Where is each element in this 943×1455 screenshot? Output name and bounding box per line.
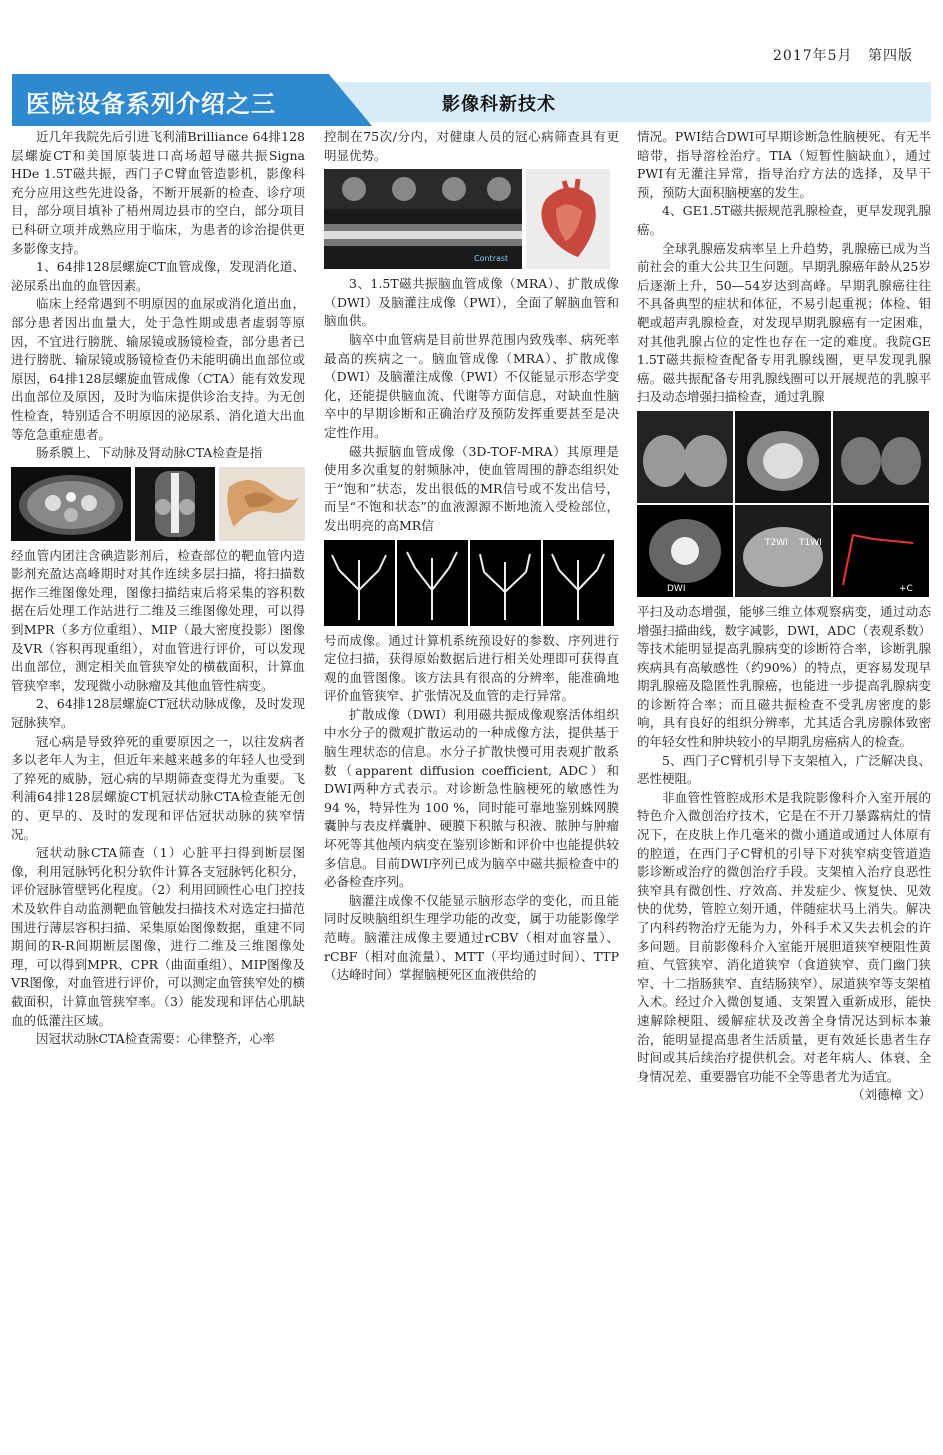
column-3 bbox=[637, 128, 931, 1105]
paragraph: 经血管内团注含碘造影剂后，检查部位的靶血管内造影剂充盈达高峰期时对其作连续多层扫描，将扫描数据作三维图像处理，图像扫描结束后将采集的容积数据在后处理工作站进行二维及三维图像处理，可以得到MPR（多方位重组）、MIP（最大密度投影）图像及VR（容积再现重组），对血管进行评价，可以发现出血部位，测定相关血管狭窄处的横截面积，计算血管狭窄率，发现微小动脉瘤及其他血管性病变。 bbox=[11, 547, 305, 693]
section-heading-4: 4、GE1.5T磁共振规范乳腺检查，更早发现乳腺癌。 bbox=[637, 203, 931, 237]
abdominal-cta-figures bbox=[11, 467, 305, 541]
heart-vr-image bbox=[526, 169, 610, 269]
issue-date: 2017年5月 bbox=[773, 48, 853, 64]
t1wi-label: T1WI bbox=[799, 537, 822, 548]
paragraph: 冠心病是导致猝死的重要原因之一，以往发病者多以老年人为主，但近年来越来越多的年轻人也受到了猝死的威胁，冠心病的早期筛查变得尤为重要。飞利浦64排128层螺旋CT机冠状动脉CTA检查能无创的、更早的、及时的发现和评估冠状动脉的狭窄情况。 bbox=[11, 733, 305, 842]
mra-figures bbox=[324, 540, 619, 626]
plus-c-label: +C bbox=[899, 583, 913, 594]
paragraph: 非血管性管腔成形术是我院影像科介入室开展的特色介入微创治疗技术，它是在不开刀暴露病灶的情况下，在皮肤上作几毫米的微小通道或通过人体原有的腔道，在西门子C臂机的引导下对狭窄病变管道造影诊断或治疗的微创治疗手段。支架植入治疗良恶性狭窄具有微创性、疗效高、并发症少、恢复快、见效快的优势，管腔立刻开通，伴随症状马上消失。解决了内科药物治疗无能为力，外科手术又失去机会的许多问题。目前影像科介入室能开展胆道狭窄梗阻性黄疸、气管狭窄、消化道狭窄（食道狭窄、贲门幽门狭窄、十二指肠狭窄、直结肠狭窄）、尿道狭窄等支架植入术。经过介入微创复通、支架置入重新成形，能快速解除梗阻、缓解症状及改善全身情况达到标本兼治，能明显提高患者生活质量，更有效延长患者生存时间或其后续治疗提供机会。对老年病人、体衰、全身情况差、重要器官功能不全等患者尤为适宜。 bbox=[637, 789, 931, 1084]
paragraph: 扩散成像（DWI）利用磁共振成像观察活体组织中水分子的微观扩散运动的一种成像方法，提供基于脑生理状态的信息。水分子扩散快慢可用表观扩散系数（apparent diffusion coefficient, ADC）和DWI两种方式表示。对诊断急性脑梗死的敏感性为 94 %，特异性为 100 %，同时能可靠地鉴别蛛网膜囊肿与表皮样囊肿、硬膜下积脓与积液、脓肿与肿瘤坏死等其他颅内病变在鉴别诊断和评价中也能提供较多信息。目前DWI序列已成为脑卒中磁共振检查中的必备检查序列。 bbox=[324, 706, 619, 890]
series-title: 医院设备系列介绍之三 bbox=[26, 90, 276, 118]
paragraph: 临床上经常遇到不明原因的血尿或消化道出血，部分患者因出血量大，处于急性期或患者虚弱等原因，不宜进行膀胱、输尿镜或肠镜检查，部分患者已进行膀胱、输尿镜或肠镜检查仍未能明确出血部位或原因，64排128层螺旋血管成像（CTA）能有效发现出血部位及原因，及时为临床提供诊治支持。为无创性检查，特别适合不明原因的泌尿系、消化道大出血等危急重症患者。 bbox=[11, 296, 305, 442]
vr-intestine-image bbox=[219, 467, 305, 541]
ct-axial-image bbox=[11, 467, 131, 541]
breast-mri-image bbox=[637, 505, 733, 597]
paragraph: 控制在75次/分内，对健康人员的冠心病筛查具有更明显优势。 bbox=[324, 129, 619, 163]
coronary-figures bbox=[324, 169, 619, 269]
paragraph: 因冠状动脉CTA检查需要：心律整齐，心率 bbox=[36, 1031, 275, 1047]
article-title: 影像科新技术 bbox=[442, 94, 556, 115]
paragraph: 号而成像。通过计算机系统预设好的参数、序列进行定位扫描，获得原始数据后进行相关处理即可获得直观的血管图像。该方法具有很高的分辨率，能准确地评价血管狭窄、扩张情况及血管的走行异常。 bbox=[324, 632, 619, 704]
paragraph: 冠状动脉CTA筛查（1）心脏平扫得到断层图像，利用冠脉钙化积分软件计算各支冠脉钙化积分，评价冠脉管壁钙化程度。（2）利用回顾性心电门控技术及软件自动监测靶血管触发扫描技术对选定扫描范围进行薄层容积扫描、采集原始图像数据，重建不同期间的R-R间期断层图像，进行二维及三维图像处理，可以得到MPR、CPR（曲面重组）、MIP图像及VR图像，对血管进行评价，可以测定血管狭窄处的横截面积，计算血管狭窄率。（3）能发现和评估心肌缺血的低灌注区域。 bbox=[11, 845, 305, 1028]
mra-image bbox=[324, 540, 395, 626]
mra-image bbox=[470, 540, 541, 626]
coronary-cpr-image bbox=[324, 169, 522, 269]
breast-mri-image bbox=[833, 411, 929, 503]
paragraph: 情况。PWI结合DWI可早期诊断急性脑梗死、有无半暗带，指导溶栓治疗。TIA（短暂性脑缺血），通过PWI有无灌注异常，指导治疗方法的选择，及早干预，预防大面积脑梗塞的发生。 bbox=[637, 129, 931, 200]
ct-coronal-image bbox=[135, 467, 215, 541]
author-byline: （刘德樟 文） bbox=[852, 1087, 931, 1103]
contrast-stamp: Contrast bbox=[474, 254, 509, 264]
t2wi-label: T2WI bbox=[765, 537, 788, 548]
paragraph: 磁共振脑血管成像（3D-TOF-MRA）其原理是使用多次重复的射频脉冲，使血管周围的静态组织处于“饱和”状态，发出很低的MR信号或不发出信号，而呈“不饱和状态”的血液源源不断地流入受检部位，发出明亮的高MR信 bbox=[324, 443, 619, 533]
paragraph: 肠系膜上、下动脉及肾动脉CTA检查是指 bbox=[36, 445, 263, 461]
column-1 bbox=[11, 128, 305, 1049]
issue-header bbox=[763, 45, 913, 65]
breast-mri-image bbox=[735, 505, 831, 597]
breast-mri-figures bbox=[637, 411, 931, 597]
section-heading-1: 1、64排128层螺旋CT血管成像，发现消化道、泌尿系出血的血管因素。 bbox=[11, 259, 305, 293]
mra-image bbox=[397, 540, 468, 626]
mra-image bbox=[543, 540, 614, 626]
breast-mri-image bbox=[735, 411, 831, 503]
column-2 bbox=[324, 128, 619, 985]
paragraph: 脑卒中血管病是目前世界范围内致残率、病死率最高的疾病之一。脑血管成像（MRA）、扩散成像（DWI）及脑灌注成像（PWI）不仅能显示形态学变化，还能提供脑血流、代谢等方面信息，对缺血性脑卒中的早期诊断和正确治疗及预防发挥重要甚至是决定性作用。 bbox=[324, 331, 619, 440]
paragraph: 平扫及动态增强，能够三维立体观察病变，通过动态增强扫描曲线，数字减影，DWI，ADC（表观系数）等技术能明显提高乳腺病变的诊断符合率，诊断乳腺疾病具有高敏感性（约90%）的特点，更容易发现早期乳腺癌及隐匿性乳腺癌，也能进一步提高乳腺病变的诊断符合率；而且磁共振检查不受乳房密度的影响，具有良好的组织分辨率，尤其适合乳房腺体致密的年轻女性和肿块较小的早期乳房癌病人的检查。 bbox=[637, 603, 931, 750]
paragraph: 全球乳腺癌发病率呈上升趋势，乳腺癌已成为当前社会的重大公共卫生问题。早期乳腺癌年龄从25岁后逐渐上升，50—54岁达到高峰。早期乳腺癌往往不具备典型的症状和体征，不易引起重视；体检、钼靶或超声乳腺检查，对发现早期乳腺癌有一定困难，对其他乳腺占位的定性也存在一定的难度。我院GE 1.5T磁共振检查配备专用乳腺线圈，更早发现乳腺癌。磁共振配备专用乳腺线圈可以开展规范的乳腺平扫及动态增强扫描检查，通过乳腺 bbox=[637, 240, 931, 405]
issue-edition: 第四版 bbox=[868, 48, 913, 64]
section-heading-3: 3、1.5T磁共振脑血管成像（MRA）、扩散成像（DWI）及脑灌注成像（PWI），全面了解脑血管和脑血供。 bbox=[324, 276, 619, 329]
breast-mri-image bbox=[637, 411, 733, 503]
dwi-label: DWI bbox=[667, 583, 686, 594]
breast-mri-image bbox=[833, 505, 929, 597]
intro-paragraph: 近几年我院先后引进飞利浦Brilliance 64排128层螺旋CT和美国原装进口高场超导磁共振Signa HDe 1.5T磁共振，西门子C臂血管造影机，影像科充分应用这些先进设备，不断开展新的检查、诊疗项目，部分项目填补了梧州周边县市的空白，部分项目已科研立项并成熟应用于临床，为患者的诊治提供更多影像支持。 bbox=[11, 129, 305, 256]
section-heading-5: 5、西门子C臂机引导下支架植入，广泛解决良、恶性梗阻。 bbox=[637, 752, 931, 787]
paragraph: 脑灌注成像不仅能显示脑形态学的变化，而且能同时反映脑组织生理学功能的改变，属于功能影像学范畴。脑灌注成像主要通过rCBV（相对血容量）、rCBF（相对血流量）、MTT（平均通过时间）、TTP（达峰时间）掌握脑梗死区血液供给的 bbox=[324, 892, 619, 983]
section-heading-2: 2、64排128层螺旋CT冠状动脉成像，及时发现冠脉狭窄。 bbox=[11, 696, 305, 731]
section-banner bbox=[12, 74, 931, 128]
